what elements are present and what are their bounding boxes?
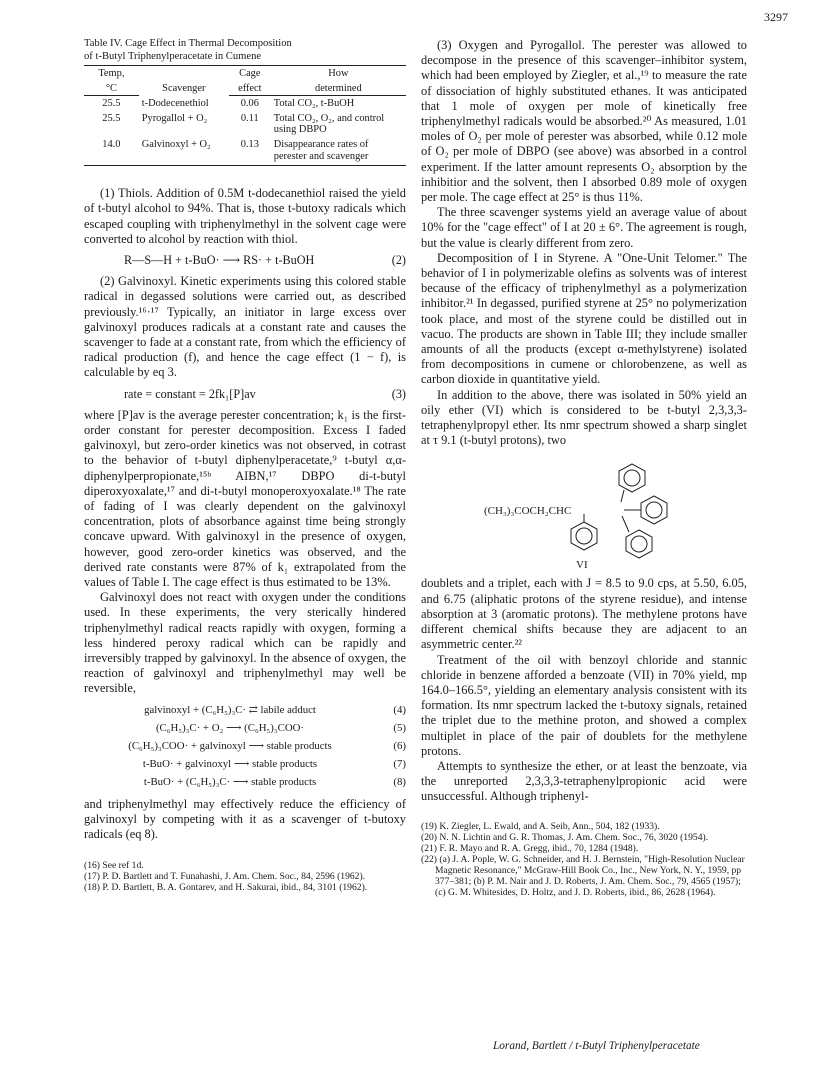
equation-number: (3) (391, 386, 406, 401)
paragraph-styrene: Decomposition of I in Styrene. A "One-Unit Telomer." The behavior of I in polymerizable olefins as solvents was of interest because of the efficacy of triphenylmethyl as a polymerization inhibitor.²¹ In degassed, purified styrene at 25° no polymerization took place, and most of the styrene could be distilled out in vacuo. The products are shown in Table III; they include smaller amounts of all the products (except α-methylstyrene) isolated from decompositions in cumene or chlorobenzene, as well as carbon dioxide in quantitative yield. (421, 250, 747, 387)
footnote: (17) P. D. Bartlett and T. Funahashi, J. Am. Chem. Soc., 84, 2596 (1962). (84, 871, 366, 883)
table-row (84, 96, 406, 111)
th-temp-1: Temp, (84, 66, 139, 81)
th-cage-1: Cage (229, 66, 271, 81)
paragraph-treatment: Treatment of the oil with benzoyl chloride and stannic chloride in benzene afforded a benzoate (VII) in 70% yield, mp 164.0–166.5°, yielding an elementary analysis consistent with its formation. Its nmr spectrum lacked the t-butoxy signals, retained the triplet due to the methine proton, and showed a complex multiplet in place of the pair of doublets for the methylene protons. (421, 652, 747, 758)
compound-vi-structure (464, 458, 704, 570)
equation-number: (6) (393, 740, 406, 753)
phenyl-ring-icon (619, 464, 645, 492)
cell-cage: 0.13 (229, 137, 271, 166)
equation-number: (8) (393, 776, 406, 789)
paragraph-tail: and triphenylmethyl may effectively reduce the efficiency of galvinoxyl by competing with it as a scavenger of t-butoxy radicals (eq 8). (84, 796, 406, 842)
footnotes-left (84, 860, 406, 893)
footnote: (20) N. N. Lichtin and G. R. Thomas, J. Am. Chem. Soc., 76, 3020 (1954). (421, 831, 709, 843)
paragraph-addition: In addition to the above, there was isolated in 50% yield an oily ether (VI) which is considered to be t-butyl 2,3,3,3-tetraphenylpropyl ether. Its nmr spectrum showed a sharp singlet at τ 9.1 (t-butyl protons), two (421, 387, 747, 448)
cage-effect-table (84, 65, 406, 166)
table-row (84, 111, 406, 137)
cell-how: Total CO₂, O₂, and control using DBPO (273, 112, 385, 136)
footnote: (16) See ref 1d. (84, 860, 144, 872)
structure-formula: (CH₃)₃COCH₂CHC (484, 505, 572, 518)
left-column (84, 38, 406, 893)
cell-scavenger: t-Dodecenethiol (141, 97, 209, 109)
table-caption (84, 38, 406, 63)
footnote: (19) K. Ziegler, L. Ewald, and A. Seib, Ann., 504, 182 (1933). (421, 820, 660, 832)
footnote: (22) (a) J. A. Pople, W. G. Schneider, and H. J. Bernstein, "High-Resolution Nuclear Magnetic Resonance," McGraw-Hill Book Co., Inc., New York, N. Y., 1959, pp 377–381; (b) P. M. Nair and J. D. Roberts, J. Am. Chem. Soc., 79, 4565 (1957); (c) G. M. Whitesides, D. Holtz, and J. D. Roberts, ibid., 86, 2628 (1964). (421, 853, 745, 898)
equation-number: (7) (393, 758, 406, 771)
equation-number: (2) (391, 252, 406, 267)
equation-3 (84, 387, 406, 402)
running-footer: Lorand, Bartlett / t-Butyl Triphenylperacetate (493, 1040, 700, 1052)
th-temp-2: °C (84, 81, 139, 96)
paragraph-thiols: (1) Thiols. Addition of 0.5M t-dodecanethiol raised the yield of t-butyl alcohol to 94%. That is, those t-butoxy radicals which escaped coupling with triphenylmethyl in the solvent cage were converted to alcohol by reaction with thiol. (84, 186, 406, 246)
right-column (421, 38, 747, 898)
cell-temp: 25.5 (102, 98, 121, 110)
footnotes-right (421, 821, 747, 898)
footnote: (21) F. R. Mayo and R. A. Gregg, ibid., 70, 1284 (1948). (421, 842, 639, 854)
equation-text: (C₆H₅)₃COO· + galvinoxyl ⟶ stable products (128, 740, 332, 753)
th-cage-2: effect (229, 81, 271, 96)
paragraph-oxygen-pyrogallol: (3) Oxygen and Pyrogallol. The perester was allowed to decompose in the presence of this scavenger–inhibitor system, which had been employed by Ziegler, et al.,¹⁹ to measure the rate of dissociation of highly substituted ethanes. It was anticipated that 1 mole of oxygen per mole of kinetically free triphenylmethyl radicals would be absorbed.²⁰ As measured, 1.01 moles of O₂ per mole of perester was absorbed, while 0.12 mole of O₂ per mole of DBPO (see above) was absorbed in a control experiment. If the latter amount represents O₂ absorption by the inhibitior and the solvent, then I absorbed 0.89 mole of oxygen per mole. The cage effect at 25° is thus 11%. (421, 38, 747, 205)
th-scavenger: Scavenger (139, 66, 229, 96)
cell-cage: 0.11 (240, 112, 259, 124)
structure-label: VI (576, 559, 588, 571)
paragraph-doublets: doublets and a triplet, each with J = 8.5 to 9.0 cps, at 5.50, 6.05, and 6.75 (aliphatic protons of the styrene residue), and intense absorption at 3 (aromatic protons). The methylene protons have different chemical shifts because they are adjacent to an asymmetric center.²² (421, 576, 747, 652)
footnote: (18) P. D. Bartlett, B. A. Gontarev, and H. Sakurai, ibid., 84, 3101 (1962). (84, 882, 368, 894)
paragraph-attempts: Attempts to synthesize the ether, or at least the benzoate, via the unreported 2,3,3,3-tetraphenylpropionic acid were unsuccessful. Although triphenyl- (421, 758, 747, 804)
equation-text: t-BuO· + galvinoxyl ⟶ stable products (142, 758, 318, 771)
phenyl-ring-icon (641, 496, 667, 524)
cell-scavenger: Galvinoxyl + O₂ (139, 137, 229, 166)
cell-temp: 14.0 (84, 137, 139, 166)
equation-text: galvinoxyl + (C₆H₅)₃C· ⇄ labile adduct (144, 703, 316, 716)
paragraph-galvinoxyl: (2) Galvinoxyl. Kinetic experiments using this colored stable radical in degassed solutions were carried out, as described previously.¹⁶·¹⁷ Typically, an initiator in large excess over galvinoxyl produces radicals at a constant rate and causes the scavenger to fade at a constant rate, from which the efficiency of radical production (f), and hence the cage effect (1 − f), is calculable by eq 3. (84, 274, 406, 380)
equation-text: (C₆H₅)₃C· + O₂ ⟶ (C₆H₅)₃COO· (155, 721, 305, 734)
equation-number: (5) (393, 721, 406, 734)
equation-text: t-BuO· + (C₆H₅)₃C· ⟶ stable products (143, 776, 317, 789)
equation-text: rate = constant = 2fk₁[P]av (124, 386, 256, 401)
equation-2 (84, 253, 406, 268)
phenyl-ring-icon (571, 522, 597, 550)
paragraph-three-scavengers: The three scavenger systems yield an average value of about 10% for the "cage effect" of I at 20 ± 6°. The agreement is rough, but the value is clearly different from zero. (421, 205, 747, 250)
equations-4-8 (84, 703, 406, 791)
cell-cage: 0.06 (240, 98, 259, 110)
paragraph-where: where [P]av is the average perester concentration; k₁ is the first-order constant for perester decomposition. Excess I faded galvinoxyl, but zero-order kinetics was not observed, in cotrast to the behavior of t-butyl diphenylperacetate,⁹ t-butyl α,α-diphenylperpropionate,¹⁵ᵇ AIBN,¹⁷ DBPO di-t-butyl diperoxyoxalate,¹⁷ and di-t-butyl monoperoxyoxalate.¹⁸ The rate of fading of I was clearly dependent on the galvinoxyl concentration, plots of absorbance against time being strongly concave upward. With galvinoxyl in the presence of oxygen, however, good zero-order kinetics was observed, and the derived rate constants were 87% of k₁ extrapolated from the values of Table I. The cage effect is thus estimated to be 13%. (84, 407, 406, 590)
equation-text: R—S—H + t-BuO· ⟶ RS· + t-BuOH (124, 252, 315, 267)
paragraph-galvinoxyl-oxygen: Galvinoxyl does not react with oxygen under the conditions used. In these experiments, the very sterically hindered triphenylmethyl radical reacts rapidly with oxygen, forming a less hindered peroxy radical which can be rapidly and irreversibly trapped by galvinoxyl. In the absence of oxygen, the reaction of galvinoxyl and triphenylmethyl may well be reversible, (84, 590, 406, 696)
th-how-1: How (271, 66, 406, 81)
table-row (84, 137, 406, 166)
cell-how: Total CO₂, t-BuOH (273, 98, 355, 110)
equation-number: (4) (393, 703, 406, 716)
cell-how: Disappearance rates of perester and scavenger (271, 137, 406, 166)
table-caption-line2: of t-Butyl Triphenylperacetate in Cumene (84, 50, 262, 62)
phenyl-ring-icon (626, 530, 652, 558)
cell-temp: 25.5 (102, 112, 121, 124)
th-how-2: determined (271, 81, 406, 96)
cell-scavenger: Pyrogallol + O₂ (141, 112, 208, 124)
table-caption-line1: Table IV. Cage Effect in Thermal Decomposition (84, 38, 292, 49)
page-number: 3297 (764, 10, 788, 24)
